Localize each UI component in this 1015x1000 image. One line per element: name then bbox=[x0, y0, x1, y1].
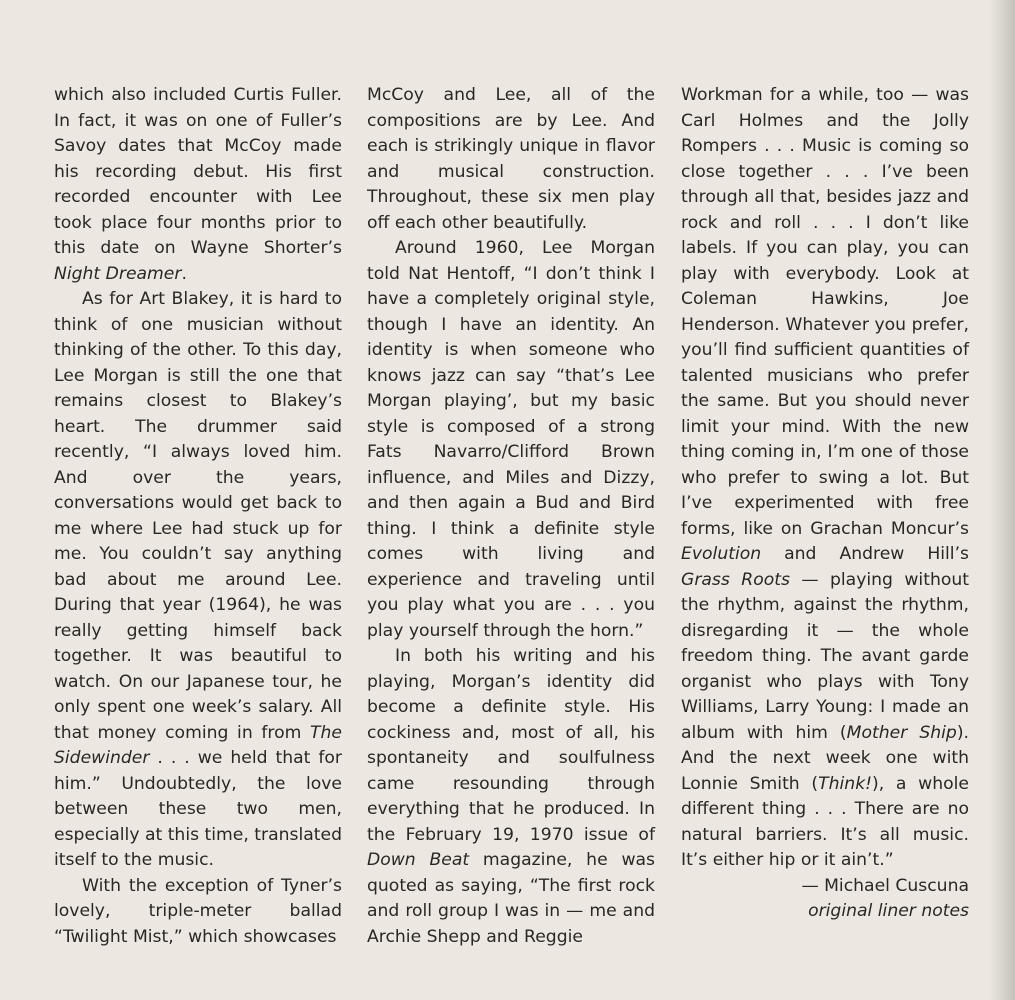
signature-author: — Michael Cuscuna bbox=[801, 875, 969, 896]
text-run: which also included Curtis Fuller. In fact, it was on one of Fuller’s Savoy dates that McCoy made his recording debut. His first recorded encounter with Lee took place four months prior to this date on Wayne Shorter’s bbox=[54, 85, 342, 258]
paragraph bbox=[367, 236, 655, 644]
text-run: . . . we held that for him.” Undoubtedly, the love between these two men, especially at this time, translated itself to the music. bbox=[54, 748, 342, 870]
text-run: Workman for a while, too — was Carl Holmes and the Jolly Rompers . . . Music is coming so close together . . . I’ve been through all that, besides jazz and rock and roll . . . I don’t like labels. If you can play, you can play with everybody. Look at Coleman Hawkins, Joe Henderson. Whatever you prefer, you’ll find sufficient quantities of talented musicians who prefer the same. But you should never limit your mind. With the new thing coming in, I’m one of those who prefer to swing a lot. But I’ve experimented with free forms, like on Grachan Moncur’s bbox=[681, 85, 969, 539]
paragraph bbox=[54, 874, 342, 951]
italic-text: Down Beat bbox=[367, 850, 470, 870]
paragraph bbox=[681, 83, 969, 874]
column-1 bbox=[54, 83, 342, 950]
text-run: Around 1960, Lee Morgan told Nat Hentoff, “I don’t think I have a completely original style, though I have an identity. An identity is when someone who knows jazz can say “that’s Lee Morgan playing’, but my basic style is composed of a strong Fats Navarro/Clifford Brown influence, and Miles and Dizzy, and then again a Bud and Bird thing. I think a definite style comes with living and experience and traveling until you play what you are . . . you play yourself through the horn.” bbox=[367, 238, 655, 641]
text-run: ). And the next week one with Lonnie Smith ( bbox=[681, 722, 970, 794]
italic-text: Evolution bbox=[681, 544, 762, 564]
text-run: ), a whole different thing . . . There are no natural barriers. It’s all music. It’s either hip or it ain’t.” bbox=[681, 773, 969, 870]
text-run: — playing without the rhythm, against the rhythm, disregarding it — the whole freedom thing. The avant garde organist who plays with Tony Williams, Larry Young: I made an album with him ( bbox=[681, 569, 969, 743]
text-run: and Andrew Hill’s bbox=[761, 544, 969, 564]
text-run: As for Art Blakey, it is hard to think of one musician without thinking of the other. To this day, Lee Morgan is still the one that remains closest to Blakey’s heart. The drummer said recently, “I always loved him. And over the years, conversations would get back to me where Lee had stuck up for me. You couldn’t say anything bad about me around Lee. During that year (1964), he was really getting himself back together. It was beautiful to watch. On our Japanese tour, he only spent one week’s salary. All that money coming in from bbox=[54, 289, 342, 743]
column-2 bbox=[367, 83, 655, 950]
italic-text: The Sidewinder bbox=[54, 722, 342, 768]
signature-source bbox=[681, 899, 969, 925]
italic-text: Night Dreamer bbox=[54, 263, 182, 284]
text-run: . bbox=[181, 263, 187, 284]
text-run: With the exception of Tyner’s lovely, triple-meter ballad “Twilight Mist,” which showcases bbox=[54, 875, 342, 947]
italic-text: Grass Roots bbox=[681, 569, 790, 590]
text-run: magazine, he was quoted as saying, “The first rock and roll group I was in — me and Archie Shepp and Reggie bbox=[367, 850, 655, 947]
italic-text: Mother Ship bbox=[846, 722, 957, 743]
italic-text: Think! bbox=[818, 773, 873, 794]
paragraph bbox=[54, 287, 342, 874]
paragraph bbox=[367, 644, 655, 950]
page-edge-shadow bbox=[989, 0, 1015, 1000]
text-run: McCoy and Lee, all of the compositions are by Lee. And each is strikingly unique in flavor and musical construction. Throughout, these six men play off each other beautifully. bbox=[367, 85, 655, 233]
signature-source-text: original liner notes bbox=[808, 901, 969, 921]
column-3 bbox=[681, 83, 969, 925]
text-run: In both his writing and his playing, Morgan’s identity did become a definite style. His cockiness and, most of all, his spontaneity and soulfulness came resounding through everything that he produced. In the February 19, 1970 issue of bbox=[367, 646, 655, 845]
paragraph bbox=[54, 83, 342, 287]
paragraph bbox=[367, 83, 655, 236]
